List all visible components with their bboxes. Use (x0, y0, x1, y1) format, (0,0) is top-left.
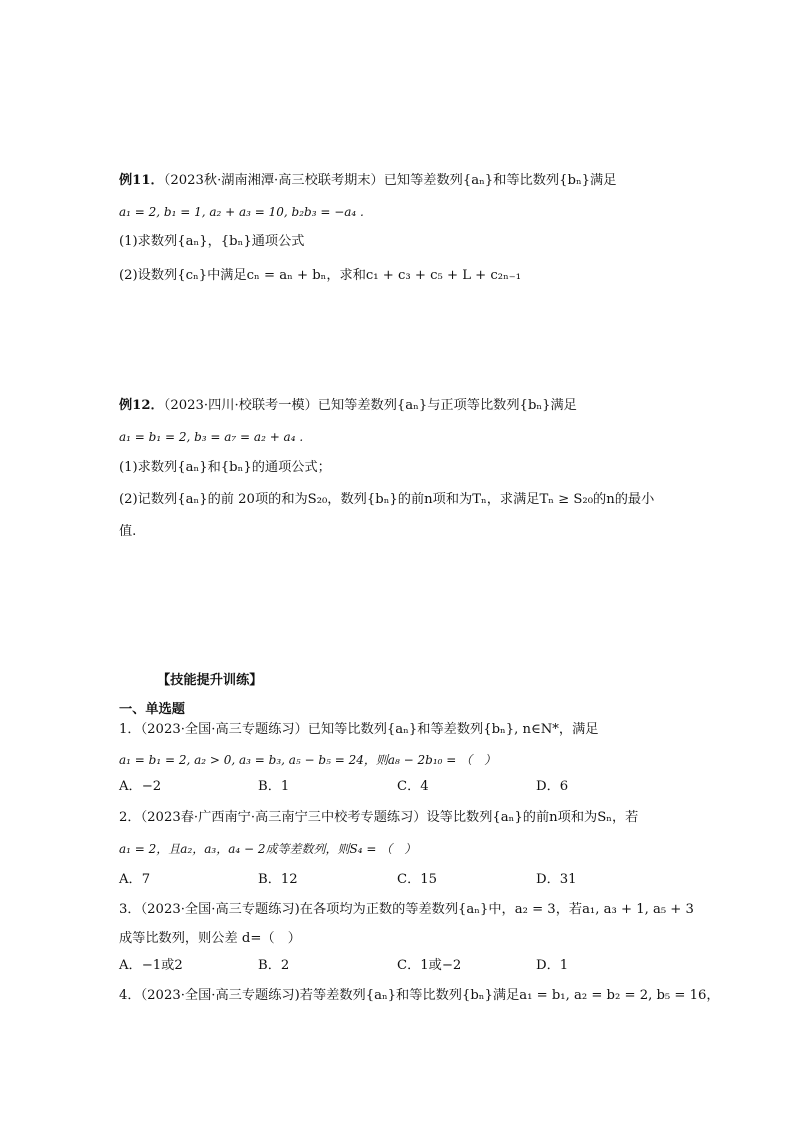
section-title: 【技能提升训练】 (157, 673, 263, 688)
question-4-line1: 4．（2023·全国·高三专题练习)若等差数列{aₙ}和等比数列{bₙ}满足a₁ = b₁, a₂ = b₂ = 2, b₅ = 16， (119, 988, 720, 1003)
question-3-option-b: B．2 (258, 958, 290, 973)
example-11-q2: (2)设数列{cₙ}中满足cₙ = aₙ + bₙ，求和c₁ + c₃ + c₅ + L + c₂ₙ₋₁ (119, 268, 522, 283)
question-3-option-d: D．1 (536, 958, 569, 973)
example-11-condition: a₁ = 2, b₁ = 1, a₂ + a₃ = 10, b₂b₃ = −a₄ . (119, 205, 364, 219)
section-subtitle: 一、单选题 (119, 702, 185, 717)
question-1-line1: 1．（2023·全国·高三专题练习）已知等比数列{aₙ}和等差数列{bₙ}, n∈N*，满足 (119, 722, 599, 737)
question-1-line2: a₁ = b₁ = 2, a₂ > 0, a₃ = b₃, a₅ − b₅ = 24，则a₈ − 2b₁₀ = （ ） (119, 753, 497, 767)
example-12-q1: (1)求数列{aₙ}和{bₙ}的通项公式； (119, 460, 331, 475)
example-12-condition: a₁ = b₁ = 2, b₃ = a₇ = a₂ + a₄ . (119, 430, 304, 444)
question-2-option-c: C．15 (397, 872, 438, 887)
example-12-intro: （2023·四川·校联考一模）已知等差数列{aₙ}与正项等比数列{bₙ}满足 (163, 398, 577, 413)
question-2-option-b: B．12 (258, 872, 298, 887)
question-2-option-d: D．31 (536, 872, 577, 887)
example-12-label: 例12． (119, 398, 164, 413)
example-11-intro: （2023秋·湖南湘潭·高三校联考期末）已知等差数列{aₙ}和等比数列{bₙ}满足 (163, 173, 617, 188)
question-1-option-a: A．−2 (119, 779, 162, 794)
question-2-line2: a₁ = 2，且a₂，a₃，a₄ − 2成等差数列，则S₄ = （ ） (119, 842, 417, 856)
example-12-q2-cont: 值. (119, 524, 137, 539)
question-1-option-b: B．1 (258, 779, 290, 794)
example-11-q1: (1)求数列{aₙ}，{bₙ}通项公式 (119, 234, 305, 249)
question-3-option-c: C．1或−2 (397, 958, 462, 973)
question-1-option-d: D．6 (536, 779, 569, 794)
example-11-title (119, 171, 616, 191)
question-2-option-a: A．7 (119, 872, 151, 887)
question-3-line2: 成等比数列，则公差 d=（ ） (119, 931, 301, 946)
question-2-line1: 2．（2023春·广西南宁·高三南宁三中校考专题练习）设等比数列{aₙ}的前n项和为Sₙ，若 (119, 810, 639, 825)
question-3-line1: 3．（2023·全国·高三专题练习)在各项均为正数的等差数列{aₙ}中，a₂ = 3，若a₁, a₃ + 1, a₅ + 3 (119, 902, 694, 917)
example-12-q2: (2)记数列{aₙ}的前 20项的和为S₂₀，数列{bₙ}的前n项和为Tₙ，求满足Tₙ ≥ S₂₀的n的最小 (119, 492, 655, 507)
question-1-option-c: C．4 (397, 779, 429, 794)
example-11-label: 例11． (119, 173, 164, 188)
example-12-title (119, 396, 577, 416)
question-3-option-a: A．−1或2 (119, 958, 183, 973)
